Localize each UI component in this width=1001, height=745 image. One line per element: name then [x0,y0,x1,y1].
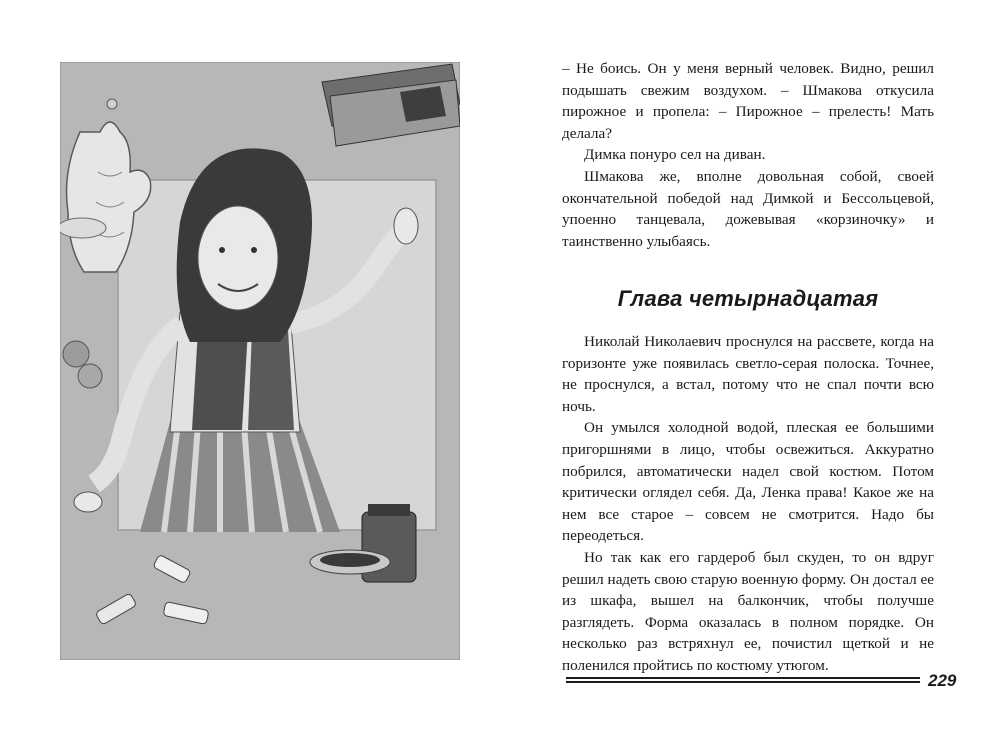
page-number: 229 [928,671,957,690]
paragraph: – Не боись. Он у меня верный человек. Видно, решил подышать свежим воздухом. – Шмакова откусила пирожное и пропела: – Пирожное – прелесть! Мать делала? [562,60,934,142]
text-block-top [562,58,934,252]
paragraph: Он умылся холодной водой, плеская ее большими пригоршнями в лицо, чтобы освежиться. Аккуратно побрился, автоматически надел свой костюм. Потом критически оглядел себя. Да, Ленка права! Какое же на нем все старое – совсем не смотрится. Надо бы переодеться. [562,419,934,545]
paragraph: Но так как его гардероб был скуден, то он вдруг решил надеть свою старую военную форму. Он достал ее из шкафа, вышел на балкончик, чтобы получше разглядеть. Форма оказалась в полном порядке. Он несколько раз встряхнул ее, почистил щеткой и не поленился пройтись по костюму утюгом. [562,548,934,674]
book-illustration [60,62,460,660]
paragraph: Димка понуро сел на диван. [584,146,766,164]
paragraph: Николай Николаевич проснулся на рассвете, когда на горизонте уже появилась светло-серая полоска. Точнее, не проснулся, а встал, потому что не спал почти всю ночь. [562,333,934,415]
footer-rule [566,677,920,687]
chapter-title: Глава четырнадцатая [617,286,879,311]
paragraph: Шмакова же, вполне довольная собой, своей окончательной победой над Димкой и Бессольцевой, упоенно танцевала, дожевывая «корзиночку» и таинственно улыбаясь. [562,167,934,250]
illustration-girl-dancing [60,62,460,660]
text-block-bottom [562,331,934,677]
